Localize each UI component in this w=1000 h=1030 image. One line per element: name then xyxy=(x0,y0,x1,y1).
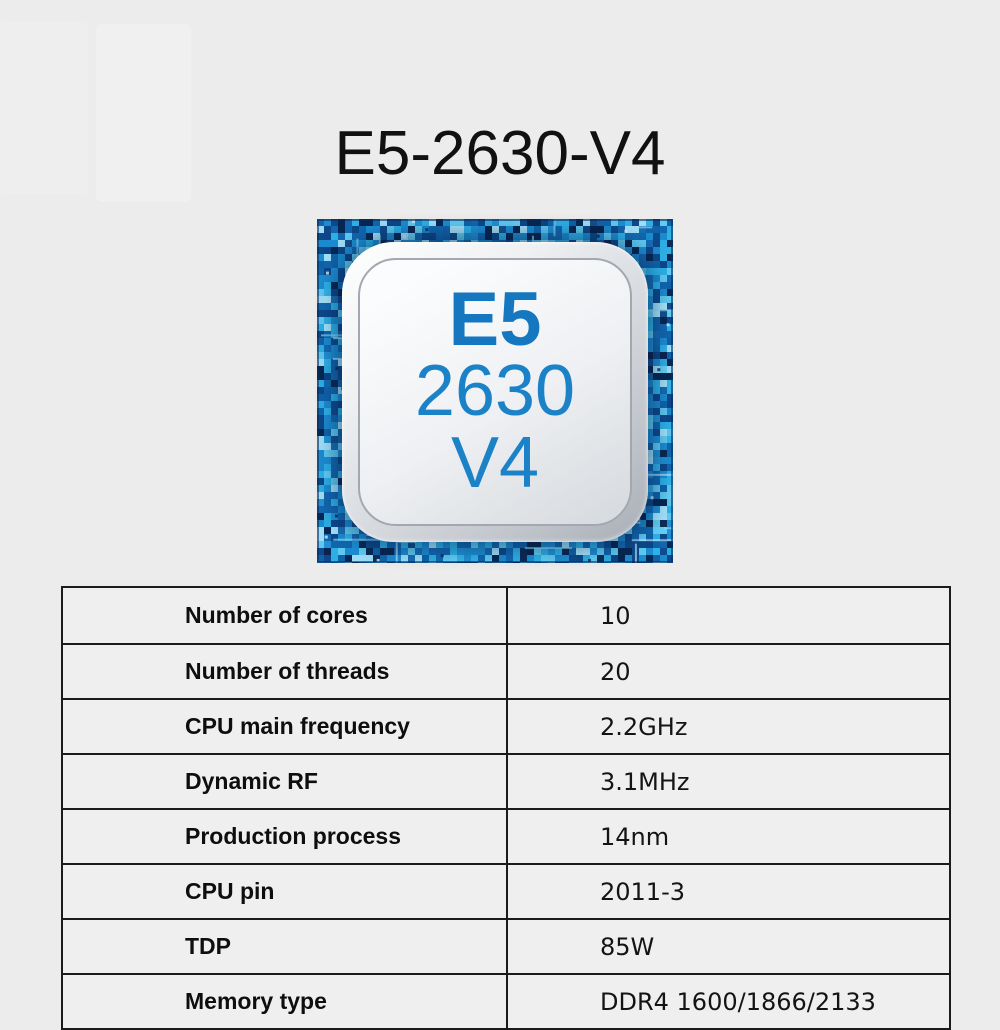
spec-value: 10 xyxy=(600,601,631,630)
spec-value: 3.1MHz xyxy=(600,767,690,796)
spec-label: Memory type xyxy=(185,988,327,1014)
cpu-chip-image xyxy=(317,219,673,563)
spec-label-cell xyxy=(63,973,506,1028)
spec-value-cell xyxy=(506,973,949,1028)
spec-value: 2011-3 xyxy=(600,877,686,906)
spec-label-cell xyxy=(63,918,506,973)
spec-value-cell xyxy=(506,643,949,698)
spec-label: Number of cores xyxy=(185,602,368,628)
spec-value-cell xyxy=(506,753,949,808)
spec-label: TDP xyxy=(185,933,231,959)
product-title: E5-2630-V4 xyxy=(334,119,666,188)
spec-value: 85W xyxy=(600,932,655,961)
spec-table xyxy=(61,586,951,1030)
spec-label: CPU main frequency xyxy=(185,713,410,739)
chip-text-model: E5 xyxy=(448,277,542,362)
spec-label-cell xyxy=(63,863,506,918)
spec-label: CPU pin xyxy=(185,878,275,904)
spec-label-cell xyxy=(63,588,506,643)
chip-text-version: V4 xyxy=(450,423,540,503)
spec-value-cell xyxy=(506,808,949,863)
spec-label-cell xyxy=(63,808,506,863)
cpu-heat-spreader xyxy=(342,242,648,542)
cpu-heat-spreader-plate xyxy=(358,258,632,526)
chip-text-number: 2630 xyxy=(414,351,576,431)
spec-value-cell xyxy=(506,588,949,643)
spec-value-cell xyxy=(506,918,949,973)
spec-value: 14nm xyxy=(600,822,670,851)
spec-label-cell xyxy=(63,753,506,808)
spec-value-cell xyxy=(506,863,949,918)
spec-value: 20 xyxy=(600,657,631,686)
spec-label: Production process xyxy=(185,823,401,849)
spec-label: Number of threads xyxy=(185,658,390,684)
spec-value: DDR4 1600/1866/2133 xyxy=(600,987,876,1016)
spec-label: Dynamic RF xyxy=(185,768,318,794)
spec-value: 2.2GHz xyxy=(600,712,688,741)
spec-value-cell xyxy=(506,698,949,753)
spec-label-cell xyxy=(63,643,506,698)
spec-label-cell xyxy=(63,698,506,753)
